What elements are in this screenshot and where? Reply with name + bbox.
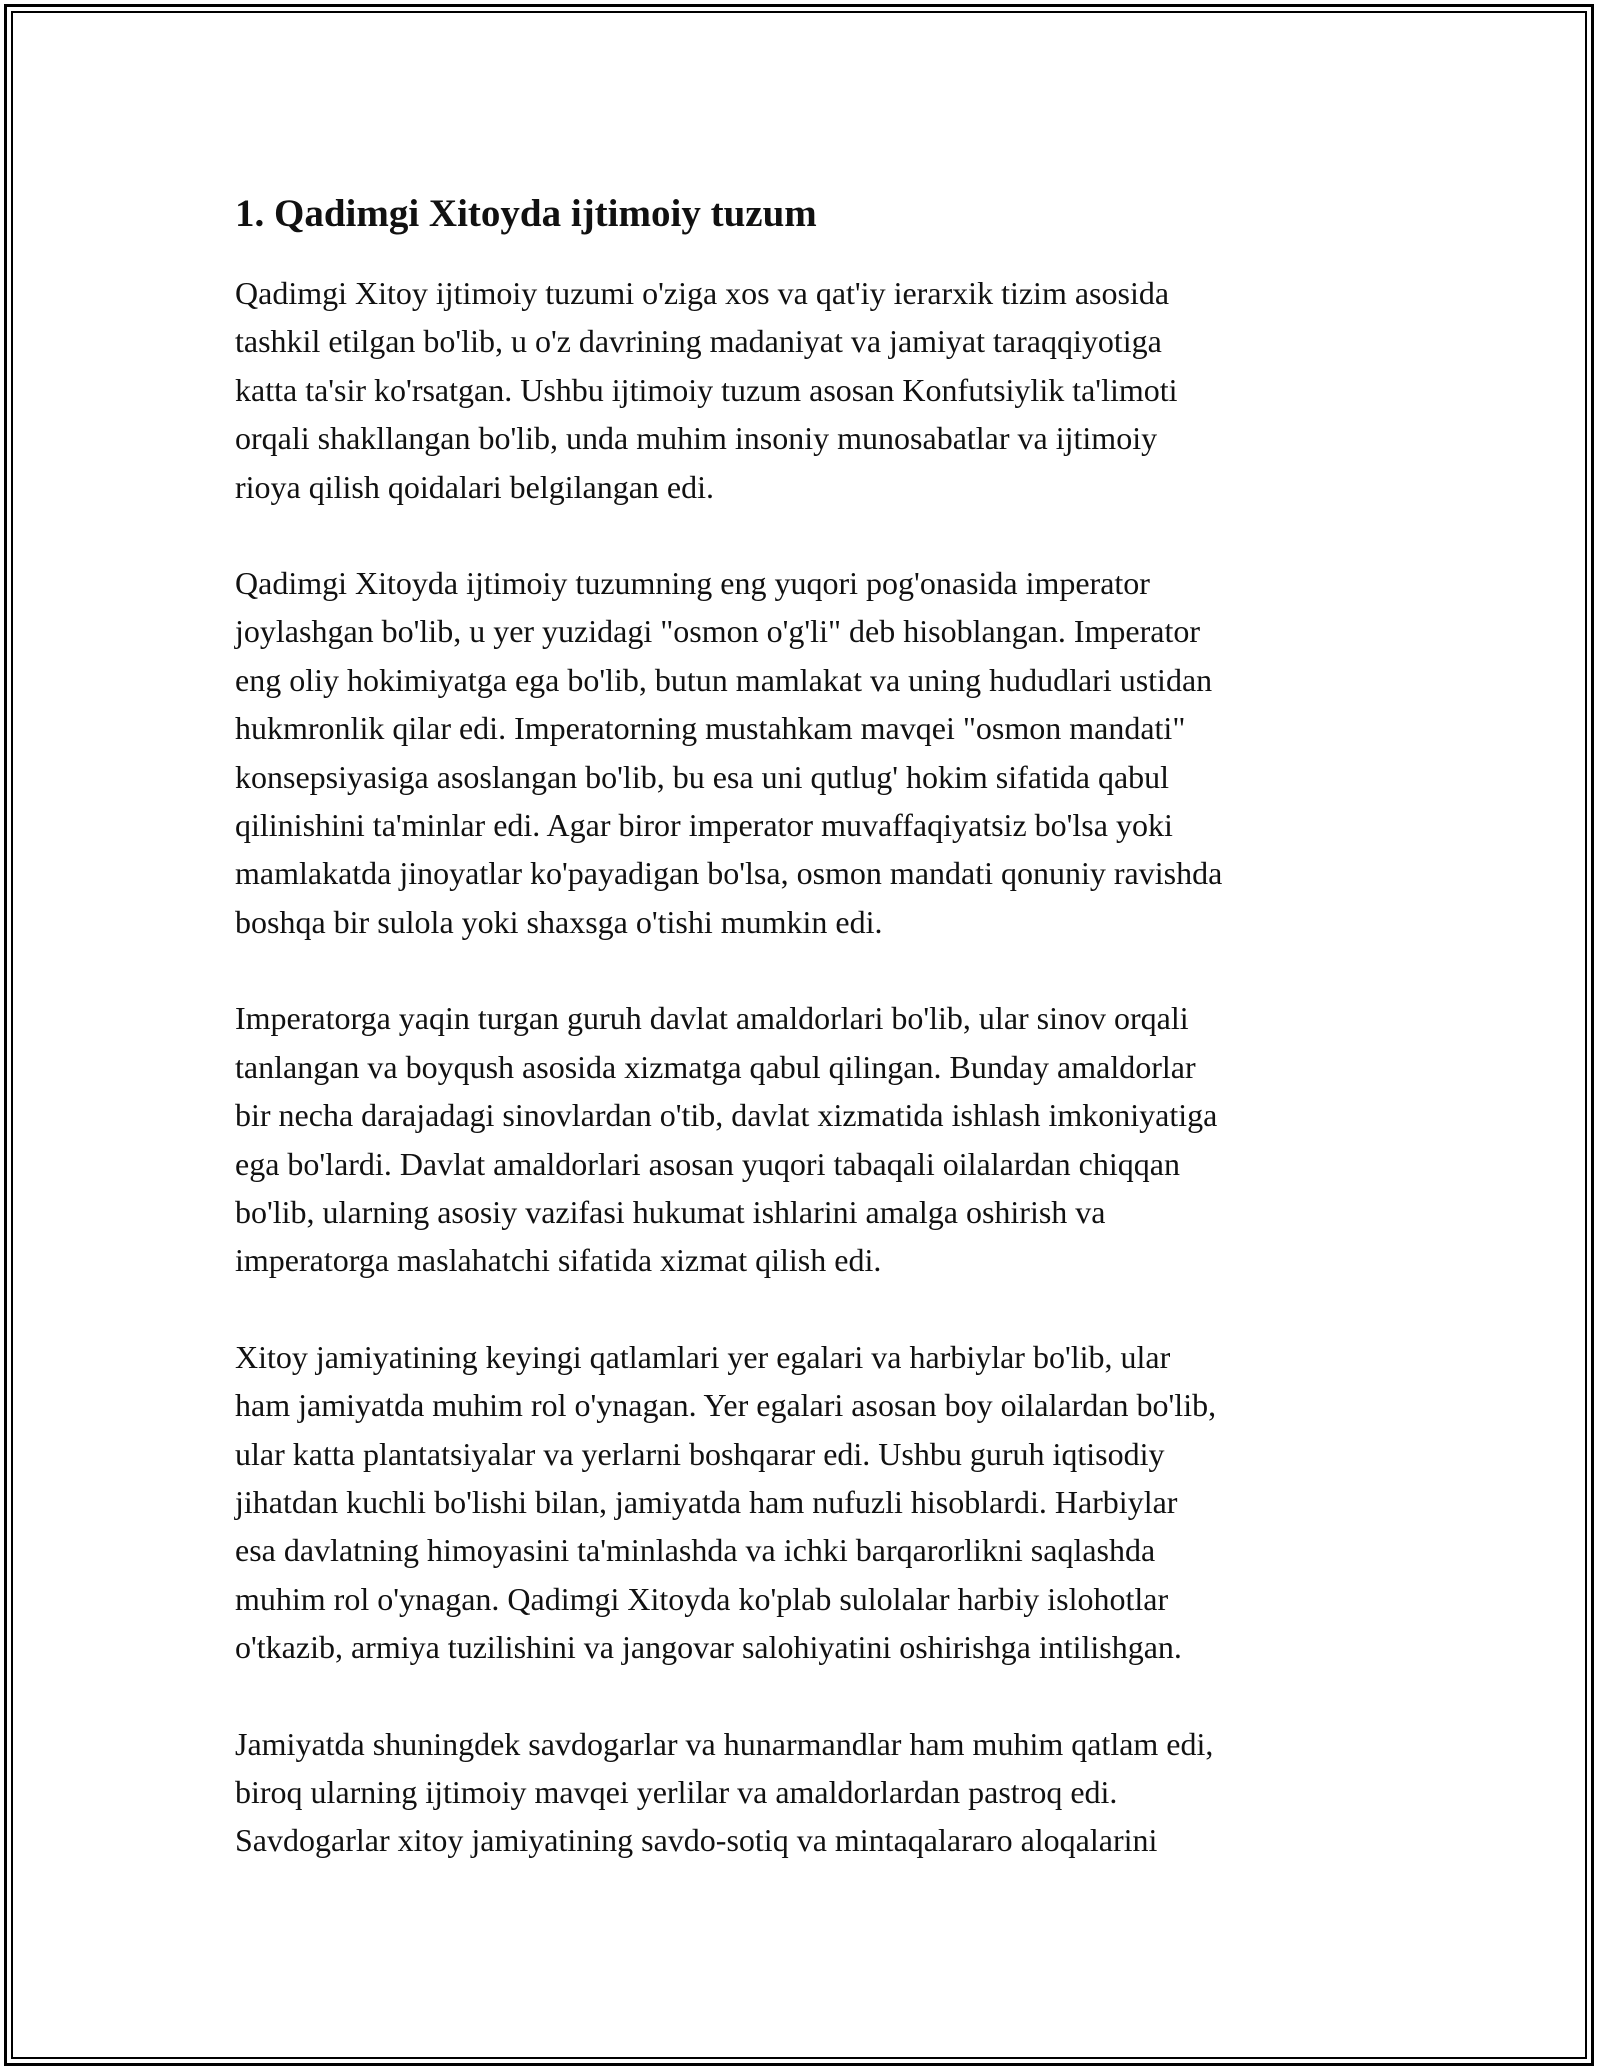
text-line: Imperatorga yaqin turgan guruh davlat amaldorlari bo'lib, ular sinov orqali xyxy=(235,1000,1189,1037)
text-line: imperatorga maslahatchi sifatida xizmat qilish edi. xyxy=(235,1242,882,1279)
text-line: esa davlatning himoyasini ta'minlashda va ichki barqarorlikni saqlashda xyxy=(235,1532,1156,1569)
text-line: Qadimgi Xitoyda ijtimoiy tuzumning eng yuqori pog'onasida imperator xyxy=(235,565,1150,602)
paragraph-2 xyxy=(235,559,1380,946)
text-line: hukmronlik qilar edi. Imperatorning mustahkam mavqei "osmon mandati" xyxy=(235,710,1186,747)
text-line: ega bo'lardi. Davlat amaldorlari asosan yuqori tabaqali oilalardan chiqqan xyxy=(235,1145,1180,1182)
text-line: muhim rol o'ynagan. Qadimgi Xitoyda ko'plab sulolalar harbiy islohotlar xyxy=(235,1580,1169,1617)
text-line: tashkil etilgan bo'lib, u o'z davrining madaniyat va jamiyat taraqqiyotiga xyxy=(235,323,1162,360)
text-line: boshqa bir sulola yoki shaxsga o'tishi mumkin edi. xyxy=(235,903,883,940)
text-line: bir necha darajadagi sinovlardan o'tib, davlat xizmatida ishlash imkoniyatiga xyxy=(235,1097,1218,1134)
text-line: katta ta'sir ko'rsatgan. Ushbu ijtimoiy tuzum asosan Konfutsiylik ta'limoti xyxy=(235,371,1178,408)
text-line: jihatdan kuchli bo'lishi bilan, jamiyatda ham nufuzli hisoblardi. Harbiylar xyxy=(235,1483,1178,1520)
text-line: orqali shakllangan bo'lib, unda muhim insoniy munosabatlar va ijtimoiy xyxy=(235,420,1158,457)
text-line: eng oliy hokimiyatga ega bo'lib, butun mamlakat va uning hududlari ustidan xyxy=(235,661,1213,698)
text-line: Jamiyatda shuningdek savdogarlar va hunarmandlar ham muhim qatlam edi, xyxy=(235,1725,1214,1762)
paragraph-1 xyxy=(235,269,1380,511)
paragraph-5 xyxy=(235,1720,1380,1865)
text-line: rioya qilish qoidalari belgilangan edi. xyxy=(235,468,714,505)
text-line: tanlangan va boyqush asosida xizmatga qabul qilingan. Bunday amaldorlar xyxy=(235,1048,1196,1085)
text-line: joylashgan bo'lib, u yer yuzidagi "osmon o'g'li" deb hisoblangan. Imperator xyxy=(235,613,1201,650)
text-line: ham jamiyatda muhim rol o'ynagan. Yer egalari asosan boy oilalardan bo'lib, xyxy=(235,1387,1217,1424)
text-line: o'tkazib, armiya tuzilishini va jangovar salohiyatini oshirishga intilishgan. xyxy=(235,1629,1182,1666)
document-body xyxy=(235,185,1380,1913)
text-line: Qadimgi Xitoy ijtimoiy tuzumi o'ziga xos va qat'iy ierarxik tizim asosida xyxy=(235,275,1170,311)
text-line: konsepsiyasiga asoslangan bo'lib, bu esa uni qutlug' hokim sifatida qabul xyxy=(235,758,1170,795)
text-line: ular katta plantatsiyalar va yerlarni boshqarar edi. Ushbu guruh iqtisodiy xyxy=(235,1435,1165,1472)
text-line: Xitoy jamiyatining keyingi qatlamlari yer egalari va harbiylar bo'lib, ular xyxy=(235,1338,1171,1375)
paragraph-3 xyxy=(235,994,1380,1284)
text-line: biroq ularning ijtimoiy mavqei yerlilar va amaldorlardan pastroq edi. xyxy=(235,1773,1118,1810)
text-line: bo'lib, ularning asosiy vazifasi hukumat ishlarini amalga oshirish va xyxy=(235,1193,1106,1230)
text-line: Savdogarlar xitoy jamiyatining savdo-sotiq va mintaqalararo aloqalarini xyxy=(235,1822,1158,1859)
paragraph-4 xyxy=(235,1333,1380,1672)
text-line: qilinishini ta'minlar edi. Agar biror imperator muvaffaqiyatsiz bo'lsa yoki xyxy=(235,807,1173,844)
text-line: mamlakatda jinoyatlar ko'payadigan bo'lsa, osmon mandati qonuniy ravishda xyxy=(235,855,1223,892)
section-heading: 1. Qadimgi Xitoyda ijtimoiy tuzum xyxy=(235,192,817,235)
